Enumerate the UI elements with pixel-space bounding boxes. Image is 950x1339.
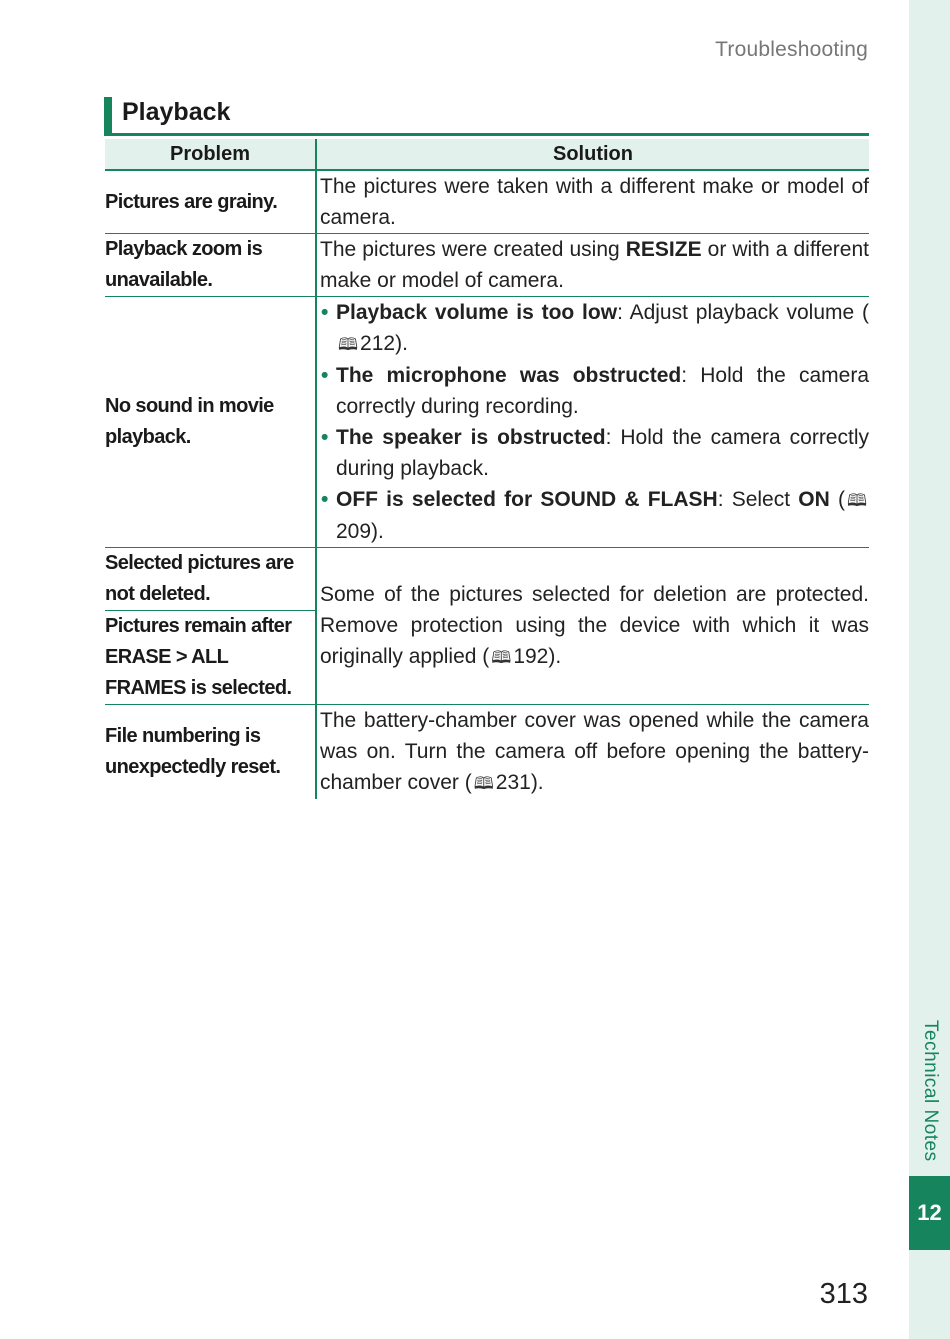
table-header-row xyxy=(105,139,869,170)
column-header-problem: Problem xyxy=(105,139,316,170)
bullet-text: : Hold the camera correctly during recording. xyxy=(336,364,869,418)
bullet-icon: • xyxy=(321,364,329,387)
section-heading xyxy=(104,97,869,136)
problem-cell: File numbering is unexpectedly reset. xyxy=(105,705,316,800)
table-row xyxy=(105,234,869,297)
page-ref: 192 xyxy=(513,645,549,668)
bullet-lead: is selected for xyxy=(378,488,541,511)
bullet-lead: The speaker is obstructed xyxy=(336,426,606,449)
list-item xyxy=(320,297,869,360)
table-row xyxy=(105,705,869,800)
solution-cell: The pictures were taken with a different make or model of camera. xyxy=(316,170,869,234)
solution-cell xyxy=(316,548,869,705)
page-ref: 209 xyxy=(336,520,372,543)
bullet-lead: The microphone was obstructed xyxy=(336,364,682,387)
section-accent-bar xyxy=(104,97,112,133)
solution-text: or with a different make or model of camera. xyxy=(320,238,869,292)
solution-text: The battery-chamber cover was opened while the camera was on. Turn the camera off before opening the battery-chamber cover ( xyxy=(320,709,869,794)
table-row xyxy=(105,297,869,548)
book-reference-icon: 🕮 xyxy=(473,774,494,793)
page-number: 313 xyxy=(819,1278,868,1310)
solution-tail: ). xyxy=(530,771,544,794)
bullet-text: : Adjust playback volume ( xyxy=(617,301,869,324)
problem-cell: Playback zoom is unavailable. xyxy=(105,234,316,297)
bullet-tail: ). xyxy=(395,332,408,355)
bullet-icon: • xyxy=(321,301,329,324)
problem-cell: Selected pictures are not deleted. xyxy=(105,548,316,611)
page-ref: 231 xyxy=(495,771,531,794)
solution-bullet-list xyxy=(320,297,869,547)
problem-cell: No sound in movie playback. xyxy=(105,297,316,548)
table-row xyxy=(105,548,869,611)
book-reference-icon: 🕮 xyxy=(491,648,512,667)
bullet-text: ( xyxy=(829,488,845,511)
page-ref: 212 xyxy=(360,332,396,355)
bullet-text: : Hold the camera correctly during playback. xyxy=(336,426,869,480)
list-item xyxy=(320,422,869,484)
bullet-icon: • xyxy=(321,488,329,511)
bullet-lead: Playback volume is too low xyxy=(336,301,618,324)
list-item xyxy=(320,484,869,547)
solution-cell xyxy=(316,297,869,548)
running-head: Troubleshooting xyxy=(715,38,868,61)
book-reference-icon: 🕮 xyxy=(846,491,867,510)
book-reference-icon: 🕮 xyxy=(338,335,359,354)
problem-cell: Pictures are grainy. xyxy=(105,170,316,234)
menu-keyword: OFF xyxy=(336,488,378,511)
chapter-tab: 12 xyxy=(909,1176,950,1250)
bullet-icon: • xyxy=(321,426,329,449)
menu-keyword: SOUND & FLASH xyxy=(540,488,718,511)
troubleshooting-table xyxy=(105,139,869,799)
menu-keyword: RESIZE xyxy=(625,238,702,261)
list-item xyxy=(320,360,869,422)
bullet-text: : Select xyxy=(717,488,799,511)
menu-keyword: ON xyxy=(798,488,830,511)
solution-cell xyxy=(316,234,869,297)
solution-cell xyxy=(316,705,869,800)
section-title: Playback xyxy=(122,98,231,126)
chapter-side-label xyxy=(909,1020,950,1170)
table-row xyxy=(105,170,869,234)
bullet-tail: ). xyxy=(371,520,384,543)
problem-cell: Pictures remain after ERASE > ALL FRAMES is selected. xyxy=(105,611,316,705)
column-header-solution: Solution xyxy=(316,139,869,170)
solution-tail: ). xyxy=(548,645,562,668)
solution-text: Some of the pictures selected for deletion are protected. Remove protection using the device with which it was originally applied ( xyxy=(320,583,869,668)
chapter-side-label-text: Technical Notes xyxy=(919,1020,941,1162)
solution-text: The pictures were created using xyxy=(320,238,626,261)
